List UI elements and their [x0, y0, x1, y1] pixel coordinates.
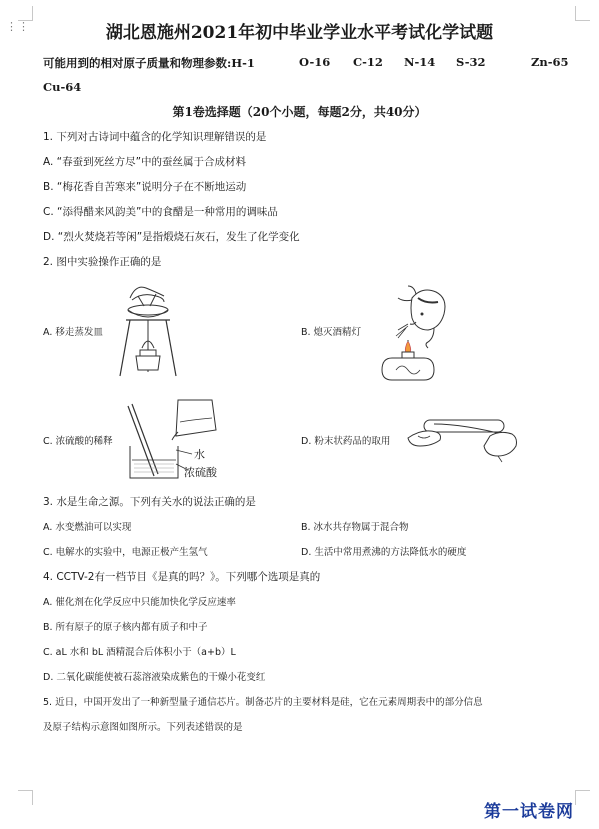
section-title: 第1卷选择题（20个小题，每题2分，共40分） — [172, 105, 427, 119]
q3-stem: 3. 水是生命之源。下列有关水的说法正确的是 — [43, 496, 256, 508]
page-corner-mark — [18, 790, 33, 805]
q1-option-d: D. “烈火焚烧若等闲”是指煅烧石灰石，发生了化学变化 — [43, 231, 300, 243]
atomic-mass-label: 可能用到的相对原子质量和物理参数:H-1 — [43, 56, 255, 70]
q3-option-d: D. 生活中常用煮沸的方法降低水的硬度 — [301, 547, 467, 558]
q4-option-a: A. 催化剂在化学反应中只能加快化学反应速率 — [43, 597, 236, 608]
acid-dilution-figure — [126, 398, 222, 482]
q1-option-a: A. “春蚕到死丝方尽”中的蚕丝属于合成材料 — [43, 156, 247, 168]
acid-figure-water-label: 水 — [194, 448, 205, 461]
q2-option-a: A. 移走蒸发皿 — [43, 327, 103, 338]
q2-option-c: C. 浓硫酸的稀释 — [43, 436, 113, 447]
atomic-mass-o: O-16 — [299, 55, 331, 69]
atomic-mass-cu: Cu-64 — [43, 80, 82, 94]
q1-option-c: C. “添得醋来风韵美”中的食醋是一种常用的调味品 — [43, 206, 278, 218]
alcohol-lamp-figure — [372, 284, 458, 384]
atomic-mass-c: C-12 — [353, 55, 383, 69]
atomic-mass-s: S-32 — [456, 55, 486, 69]
q4-option-d: D. 二氧化碳能使被石蕊溶液染成紫色的干燥小花变红 — [43, 672, 266, 683]
page-title: 湖北恩施州2021年初中毕业学业水平考试化学试题 — [105, 23, 494, 43]
evaporating-dish-figure — [112, 276, 182, 380]
atomic-mass-n: N-14 — [404, 55, 436, 69]
q4-stem: 4. CCTV-2有一档节目《是真的吗？》。下列哪个选项是真的 — [43, 571, 321, 583]
q1-stem: 1. 下列对古诗词中蕴含的化学知识理解错误的是 — [43, 131, 267, 143]
q4-option-b: B. 所有原子的原子核内都有质子和中子 — [43, 622, 208, 633]
q3-option-a: A. 水变燃油可以实现 — [43, 522, 132, 533]
site-logo[interactable]: 第一试卷网 — [484, 802, 574, 822]
atomic-mass-zn: Zn-65 — [531, 55, 569, 69]
q3-option-b: B. 冰水共存物属于混合物 — [301, 522, 409, 533]
powder-test-tube-figure — [404, 414, 520, 464]
q5-stem-line-1: 5. 近日，中国开发出了一种新型量子通信芯片。制备芯片的主要材料是硅，它在元素周期表中的部分信息 — [43, 697, 483, 708]
page-corner-mark — [575, 790, 590, 805]
q4-option-c: C. aL 水和 bL 酒精混合后体积小于（a+b）L — [43, 647, 236, 658]
q5-stem-line-2: 及原子结构示意图如图所示。下列表述错误的是 — [43, 722, 243, 733]
q2-stem: 2. 图中实验操作正确的是 — [43, 256, 162, 268]
acid-figure-acid-label: 浓硫酸 — [184, 466, 217, 479]
q1-option-b: B. “梅花香自苦寒来”说明分子在不断地运动 — [43, 181, 247, 193]
drag-handle-icon[interactable]: ⋮⋮ — [6, 20, 30, 33]
q3-option-c: C. 电解水的实验中，电源正极产生氢气 — [43, 547, 208, 558]
q2-option-d: D. 粉末状药品的取用 — [301, 436, 391, 447]
q2-option-b: B. 熄灭酒精灯 — [301, 327, 362, 338]
